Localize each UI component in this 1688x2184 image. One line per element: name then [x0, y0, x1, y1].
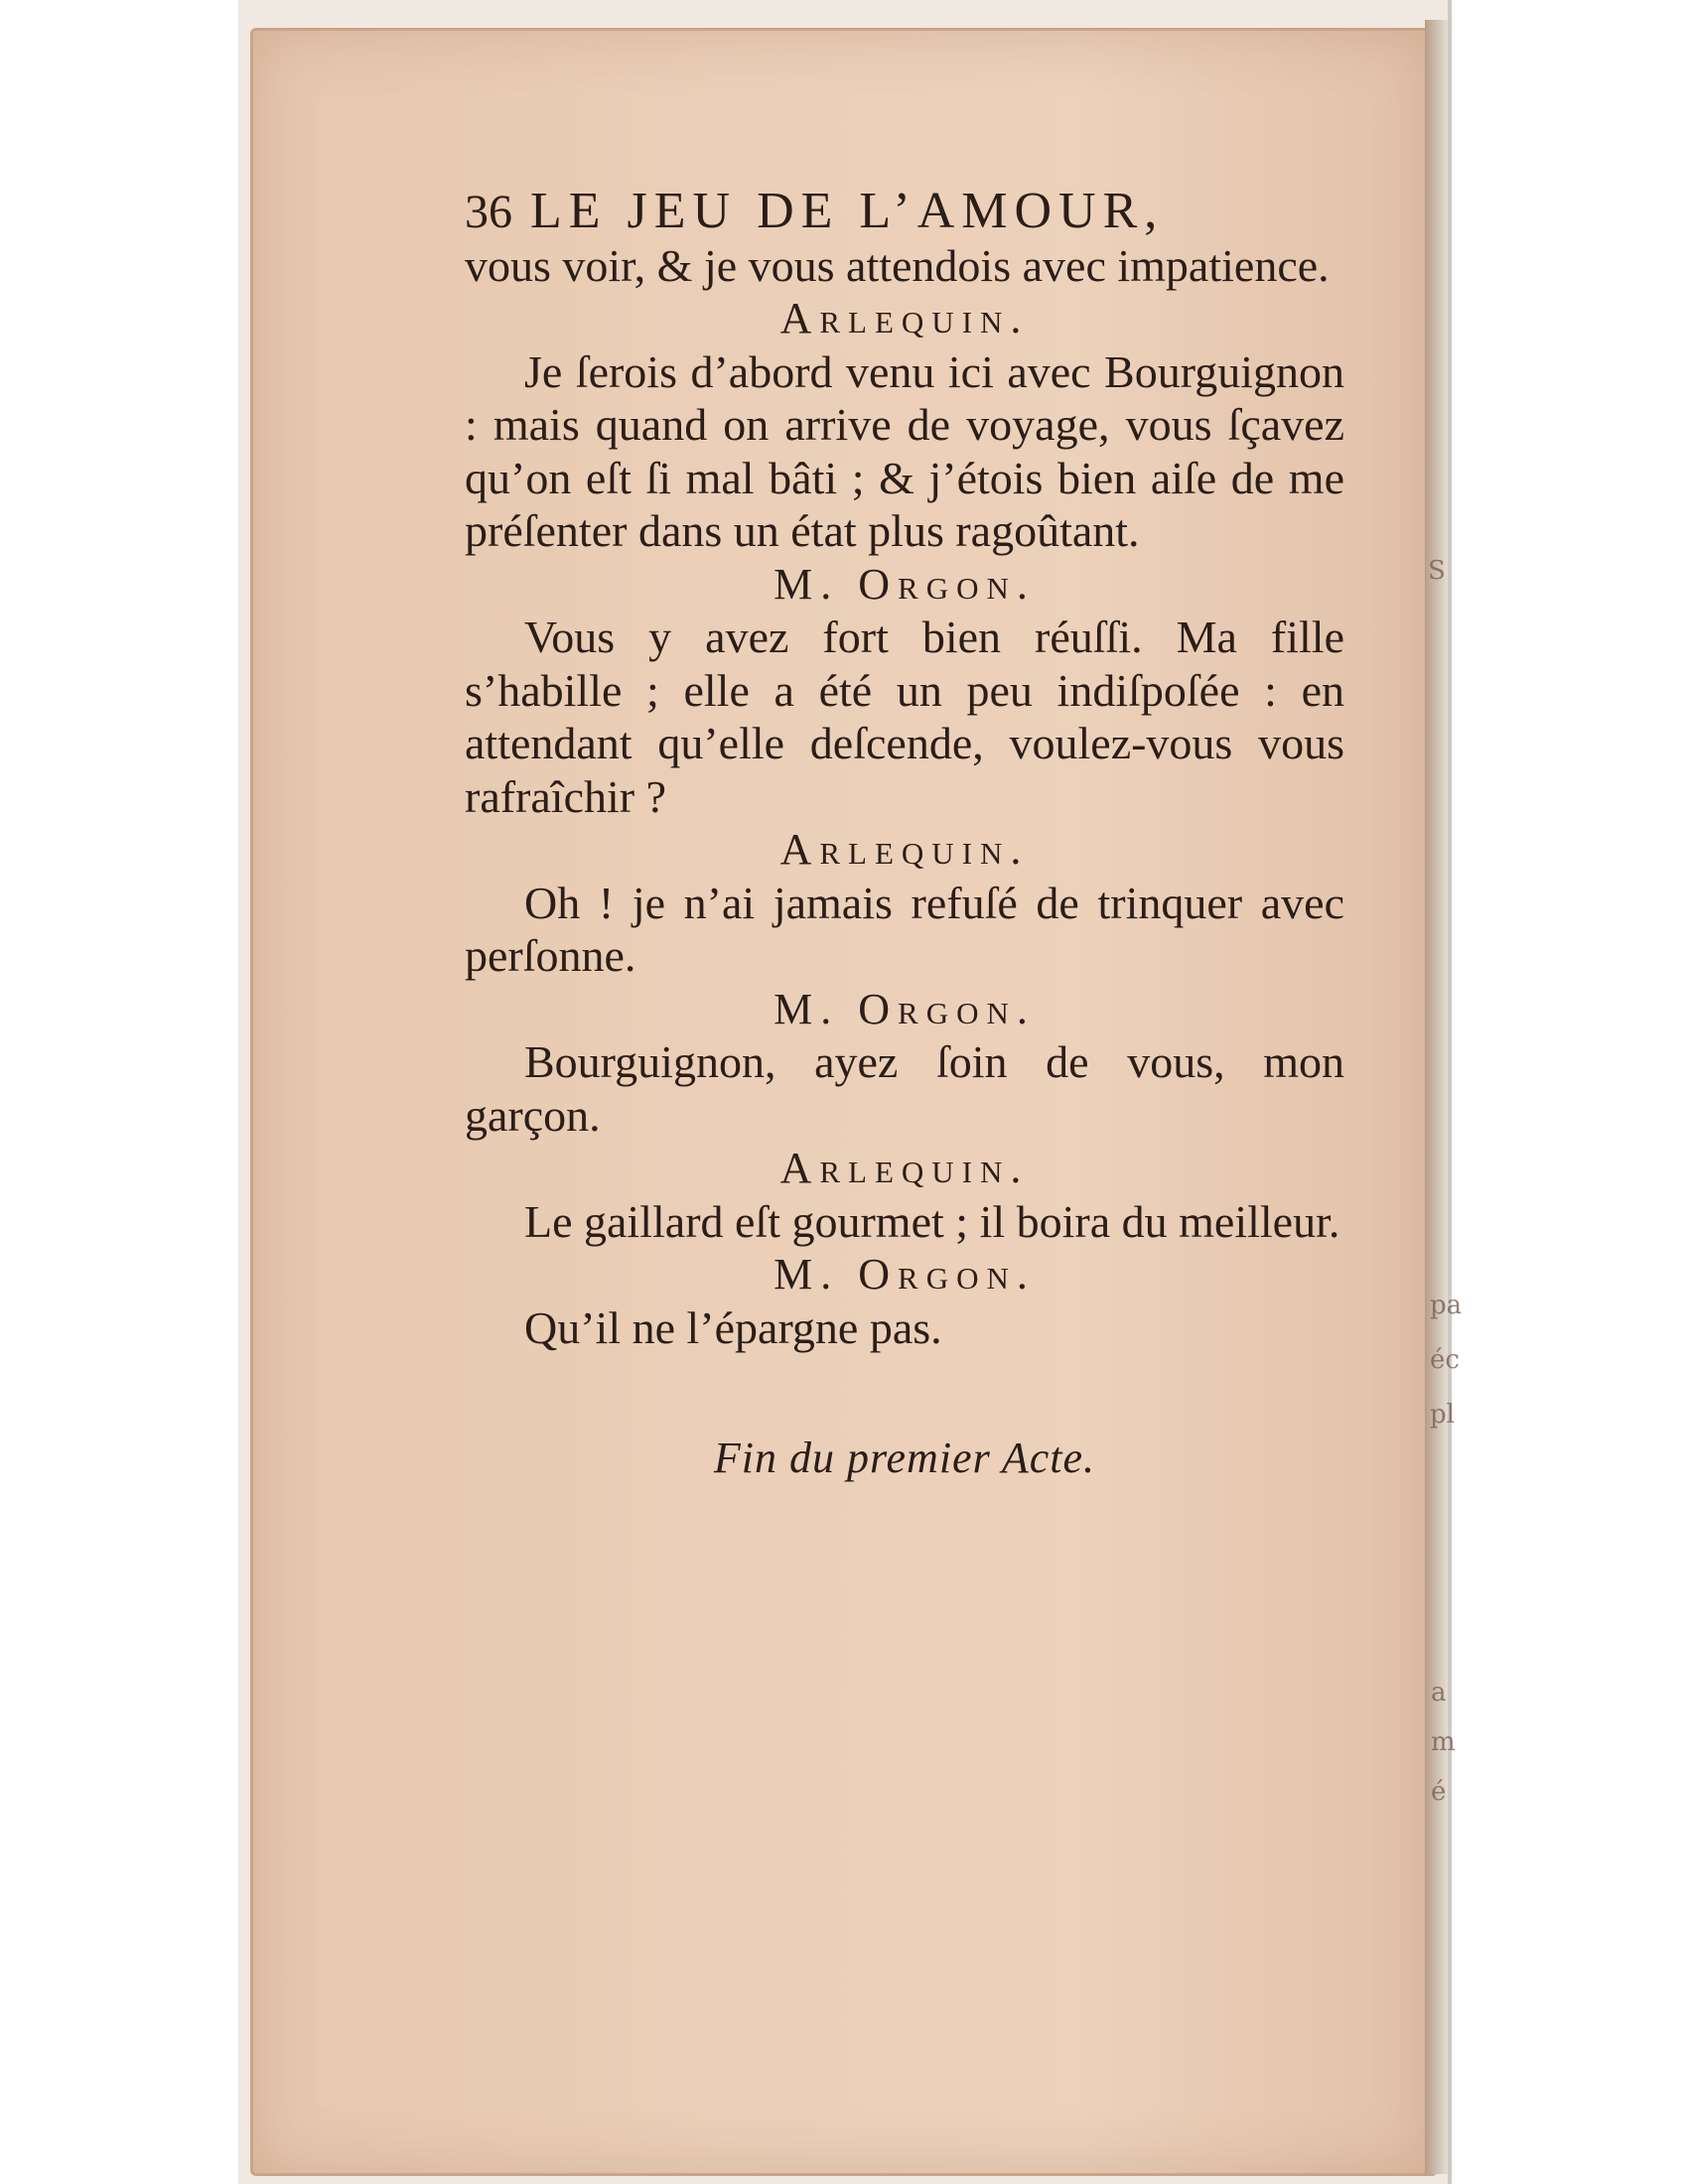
adjacent-page-fragment: é: [1431, 1777, 1447, 1807]
speaker-name: M. Orgon.: [774, 1250, 1036, 1298]
speaker-name: Arlequin.: [779, 294, 1030, 342]
adjacent-page-fragment: pa: [1430, 1291, 1463, 1320]
dialogue-paragraph: Bourguignon, ayez ſoin de vous, mon garçon.: [465, 1036, 1344, 1141]
dialogue-paragraph: vous voir, & je vous attendois avec impatience.: [465, 239, 1330, 291]
adjacent-page-fragment: pl: [1430, 1400, 1455, 1430]
dialogue-paragraph: Le gaillard eſt gourmet ; il boira du meilleur.: [524, 1195, 1340, 1247]
dialogue-paragraph: Vous y avez fort bien réuſſi. Ma fille s’habille ; elle a été un peu indiſpoſée : en attendant qu’elle deſcende, voulez-vous vous rafraîchir ?: [465, 612, 1344, 822]
page-text: [465, 185, 1344, 1485]
dialogue-paragraph: Je ſerois d’abord venu ici avec Bourguignon : mais quand on arrive de voyage, vous ſçavez qu’on eſt ſi mal bâti ; & j’étois bien aiſe de me préſenter dans un état plus ragoûtant.: [465, 345, 1344, 556]
adjacent-page-fragment: a: [1431, 1678, 1447, 1707]
adjacent-page-edge: [1448, 0, 1452, 2184]
adjacent-page-fragment: éc: [1430, 1345, 1460, 1375]
adjacent-page-fragment: S: [1428, 556, 1446, 586]
speaker-name: M. Orgon.: [774, 559, 1036, 609]
speaker-name: Arlequin.: [779, 825, 1030, 874]
page-number: 36: [465, 186, 512, 238]
running-head: [465, 185, 1344, 239]
adjacent-page-fragment: m: [1431, 1727, 1456, 1757]
dialogue-paragraph: Oh ! je n’ai jamais refuſé de trinquer avec perſonne.: [465, 877, 1344, 981]
play-text: [465, 239, 1344, 1355]
speaker-name: M. Orgon.: [774, 984, 1036, 1033]
dialogue-paragraph: Qu’il ne l’épargne pas.: [524, 1301, 942, 1353]
running-title: LE JEU DE L’AMOUR,: [530, 183, 1165, 239]
end-of-act: Fin du premier Acte.: [713, 1433, 1096, 1482]
speaker-name: Arlequin.: [779, 1144, 1030, 1192]
page-gutter: [1425, 20, 1450, 2174]
